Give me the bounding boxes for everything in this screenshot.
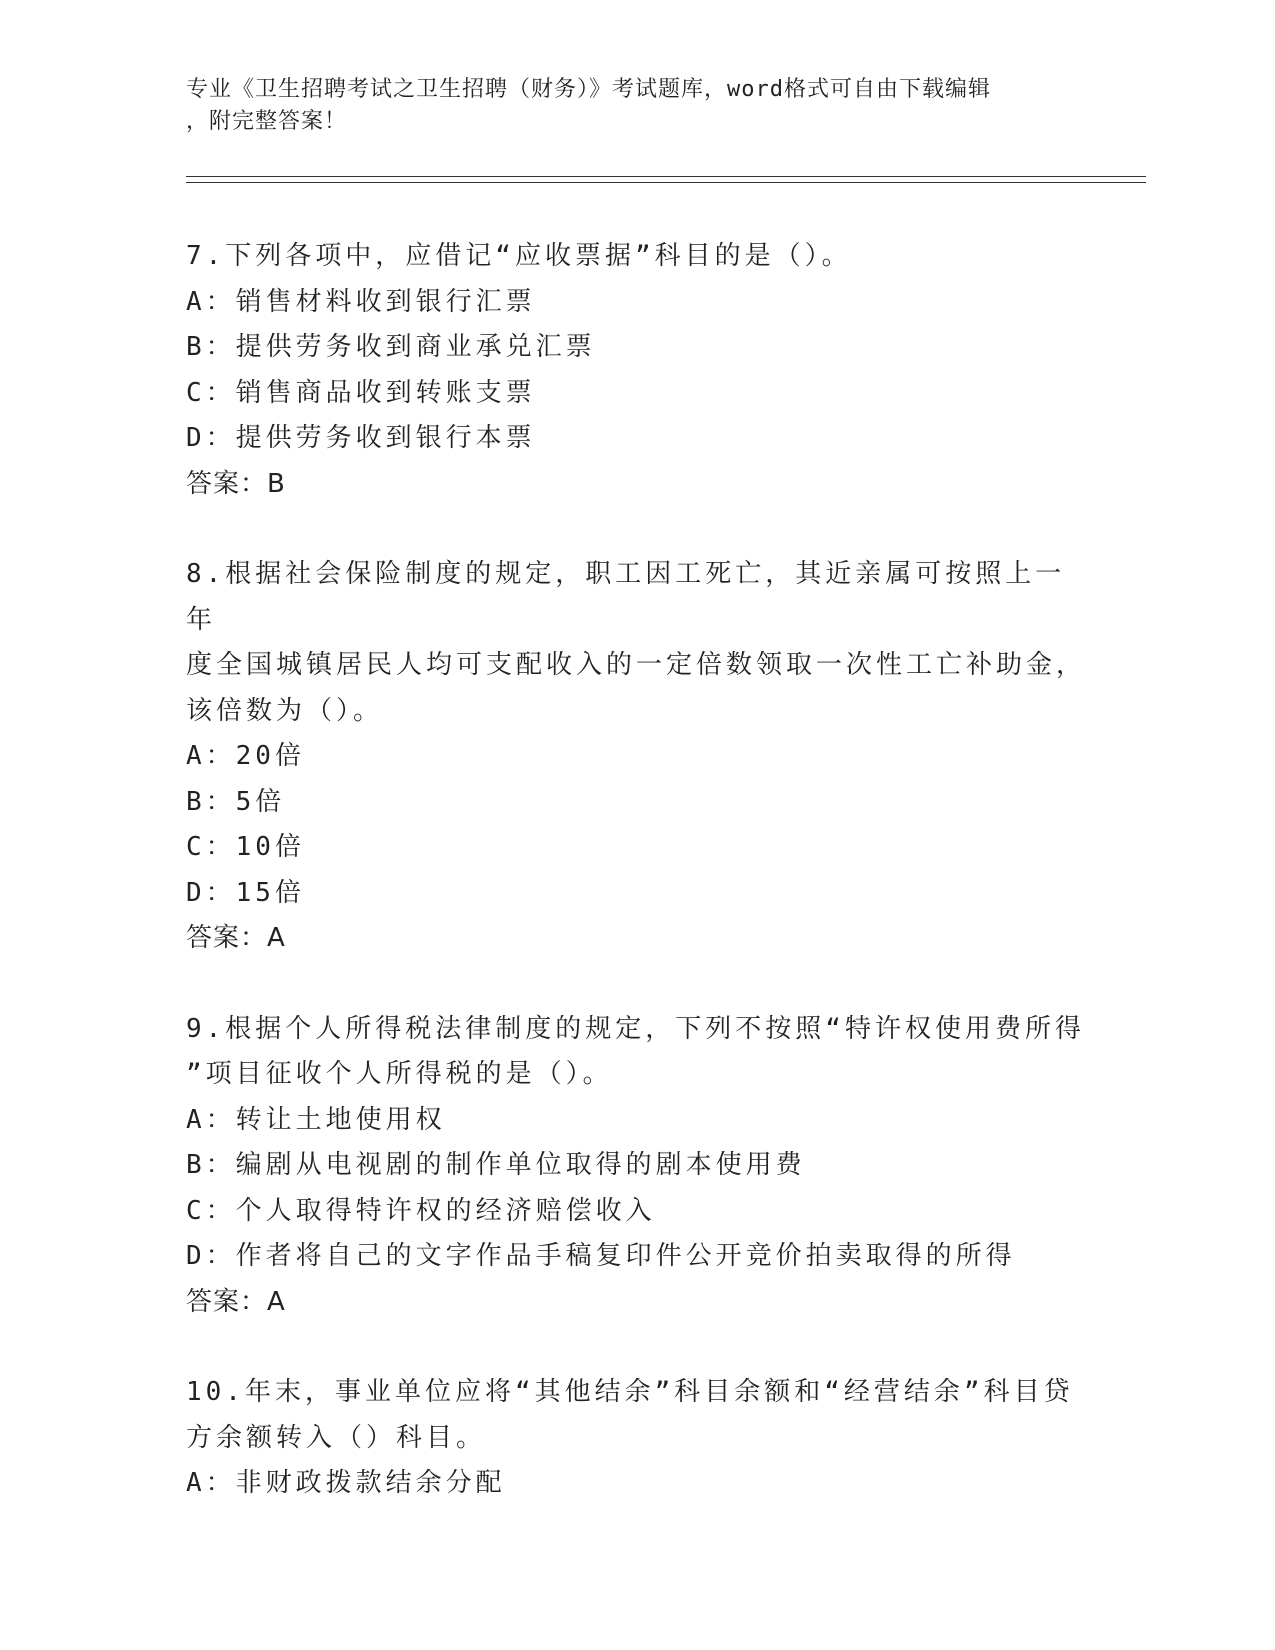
header-divider	[186, 176, 1146, 183]
question-stem-line: 该倍数为（）。	[186, 695, 384, 726]
header-line-1: 专业《卫生招聘考试之卫生招聘（财务）》考试题库，word格式可自由下载编辑	[186, 77, 991, 102]
answer-line: 答案：A	[186, 923, 286, 953]
question-8	[186, 552, 1086, 962]
question-stem-line: 8.根据社会保险制度的规定，职工因工死亡，其近亲属可按照上一年	[186, 559, 1066, 635]
option-a: A：非财政拨款结余分配	[186, 1468, 506, 1498]
option-a: A：销售材料收到银行汇票	[186, 286, 536, 317]
option-a: A：转让土地使用权	[186, 1104, 446, 1135]
option-d: D：提供劳务收到银行本票	[186, 423, 536, 453]
question-stem-line: ”项目征收个人所得税的是（）。	[186, 1059, 613, 1089]
option-b: B：编剧从电视剧的制作单位取得的剧本使用费	[186, 1150, 806, 1180]
question-stem-line: 方余额转入（）科目。	[186, 1422, 487, 1453]
question-10	[186, 1370, 1086, 1507]
question-9	[186, 1007, 1086, 1326]
option-a: A：20倍	[186, 741, 305, 771]
question-stem-line: 9.根据个人所得税法律制度的规定，下列不按照“特许权使用费所得	[186, 1013, 1085, 1044]
answer-line: 答案：A	[186, 1286, 286, 1317]
question-stem-line: 度全国城镇居民人均可支配收入的一定倍数领取一次性工亡补助金，	[186, 650, 1087, 680]
option-c: C：销售商品收到转账支票	[186, 377, 536, 408]
document-header	[186, 74, 1066, 138]
option-d: D：作者将自己的文字作品手稿复印件公开竞价拍卖取得的所得	[186, 1241, 1016, 1271]
option-b: B：5倍	[186, 786, 286, 817]
option-d: D：15倍	[186, 877, 305, 908]
option-c: C：10倍	[186, 832, 305, 862]
question-stem-line: 10.年末，事业单位应将“其他结余”科目余额和“经营结余”科目贷	[186, 1377, 1074, 1407]
question-list	[186, 234, 1086, 1552]
answer-line: 答案：B	[186, 468, 286, 499]
option-b: B：提供劳务收到商业承兑汇票	[186, 332, 596, 362]
question-7	[186, 234, 1086, 507]
option-c: C：个人取得特许权的经济赔偿收入	[186, 1195, 656, 1226]
header-line-2: ，附完整答案！	[186, 109, 348, 134]
question-stem-line: 7.下列各项中，应借记“应收票据”科目的是（）。	[186, 241, 852, 271]
